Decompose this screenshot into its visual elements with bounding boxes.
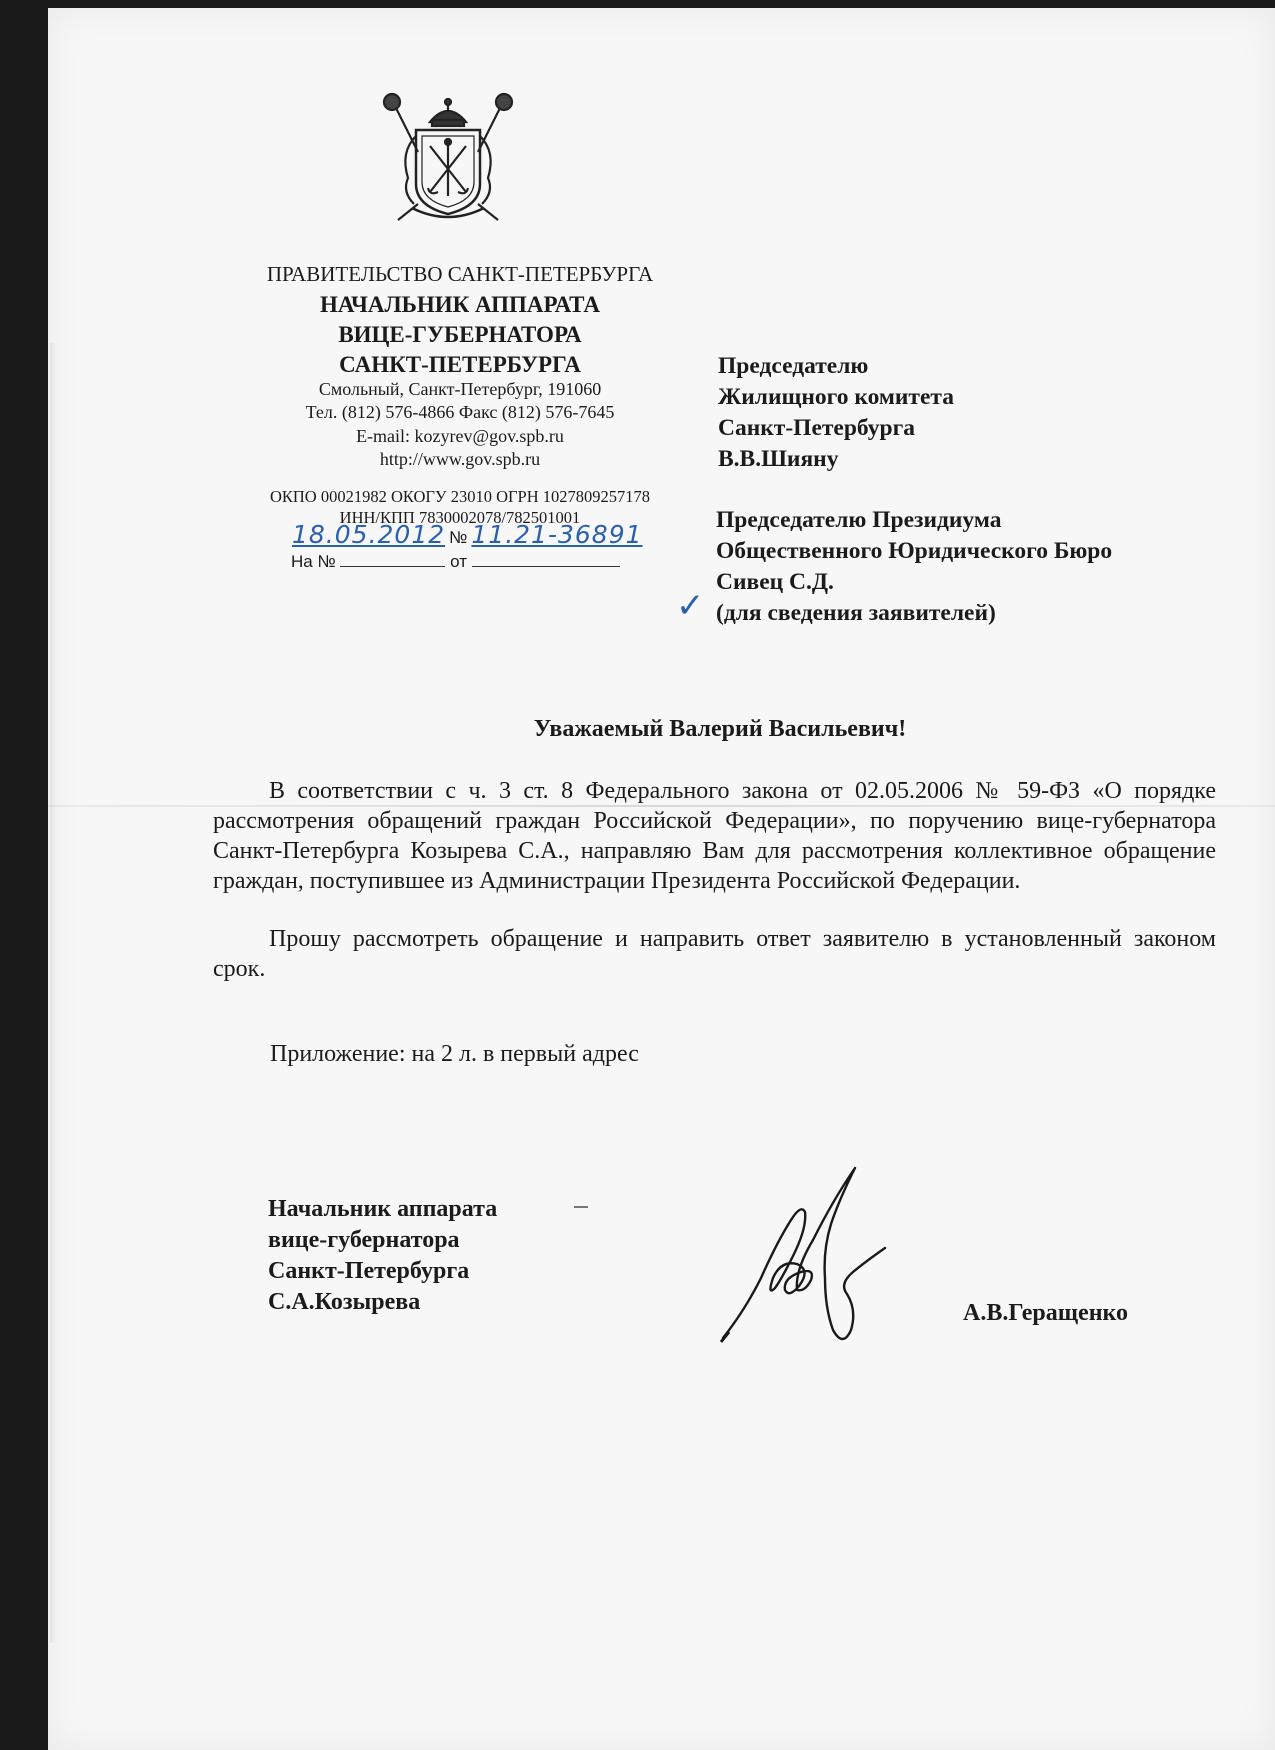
signatory-position [268,1194,497,1318]
signatory-line: Начальник аппарата [268,1196,498,1222]
recipient-1-line: Санкт-Петербурга [718,415,916,441]
reference-date-blank [472,550,620,567]
handwritten-date: 18.05.2012 [292,520,446,549]
handwritten-number: 11.21-36891 [471,520,643,549]
recipient-1-line: В.В.Шияну [718,446,839,472]
body-paragraph-2: Прошу рассмотреть обращение и направить ответ заявителю в установленный законом срок. [213,926,1216,982]
letterhead-email: E-mail: kozyrev@gov.spb.ru [356,426,564,446]
recipient-1 [718,351,954,475]
reference-number-blank [340,550,445,567]
letterhead-title-1: НАЧАЛЬНИК АППАРАТА [320,292,600,317]
recipient-2-line: Сивец С.Д. [716,569,834,595]
page-crease [50,343,56,1643]
recipient-1-line: Председателю [718,353,869,379]
body-paragraph-1: В соответствии с ч. 3 ст. 8 Федерального закона от 02.05.2006 № 59-ФЗ «О порядке рассмотрения обращений граждан Российской Федерации», по поручению вице-губернатора Санкт-Петербурга Козырева С.А., направляю Вам для рассмотрения коллективное обращение граждан, поступившее из Администрации Президента Российской Федерации. [213,778,1216,894]
signatory-name: А.В.Геращенко [963,1300,1129,1326]
letterhead-title-3: САНКТ-ПЕТЕРБУРГА [339,352,581,377]
recipient-2-line: Председателю Президиума [716,507,1002,533]
letterhead-title-2: ВИЦЕ-ГУБЕРНАТОРА [338,322,582,347]
registration-line [292,520,643,549]
greeting: Уважаемый Валерий Васильевич! [533,716,907,742]
number-label: № [449,528,468,547]
letterhead-phone-fax: Тел. (812) 576-4866 Факс (812) 576-7645 [305,402,615,422]
reference-label: На № [291,552,336,571]
letterhead-website: http://www.gov.spb.ru [379,449,541,469]
signatory-line: вице-губернатора [268,1227,460,1253]
org-name: ПРАВИТЕЛЬСТВО САНКТ-ПЕТЕРБУРГА [266,262,654,286]
handwritten-signature [715,1160,905,1345]
signatory-line: С.А.Козырева [268,1289,421,1315]
signatory-line: Санкт-Петербурга [268,1258,470,1284]
coat-of-arms-emblem [378,92,518,232]
dash-mark [574,1206,588,1208]
check-mark-icon: ✓ [676,586,705,626]
reference-from-label: от [450,552,468,571]
attachment-note: Приложение: на 2 л. в первый адрес [270,1041,639,1067]
letterhead-codes: ОКПО 00021982 ОКОГУ 23010 ОГРН 1027809257178 [269,487,651,506]
recipient-1-line: Жилищного комитета [718,384,954,410]
letterhead-address: Смольный, Санкт-Петербург, 191060 [318,379,602,399]
recipient-2 [716,505,1112,629]
letterhead-inn-kpp: ИНН/КПП 7830002078/782501001 [339,508,581,527]
recipient-2-line: Общественного Юридического Бюро [716,538,1113,564]
reference-line [291,550,620,572]
recipient-2-line: (для сведения заявителей) [716,600,996,626]
